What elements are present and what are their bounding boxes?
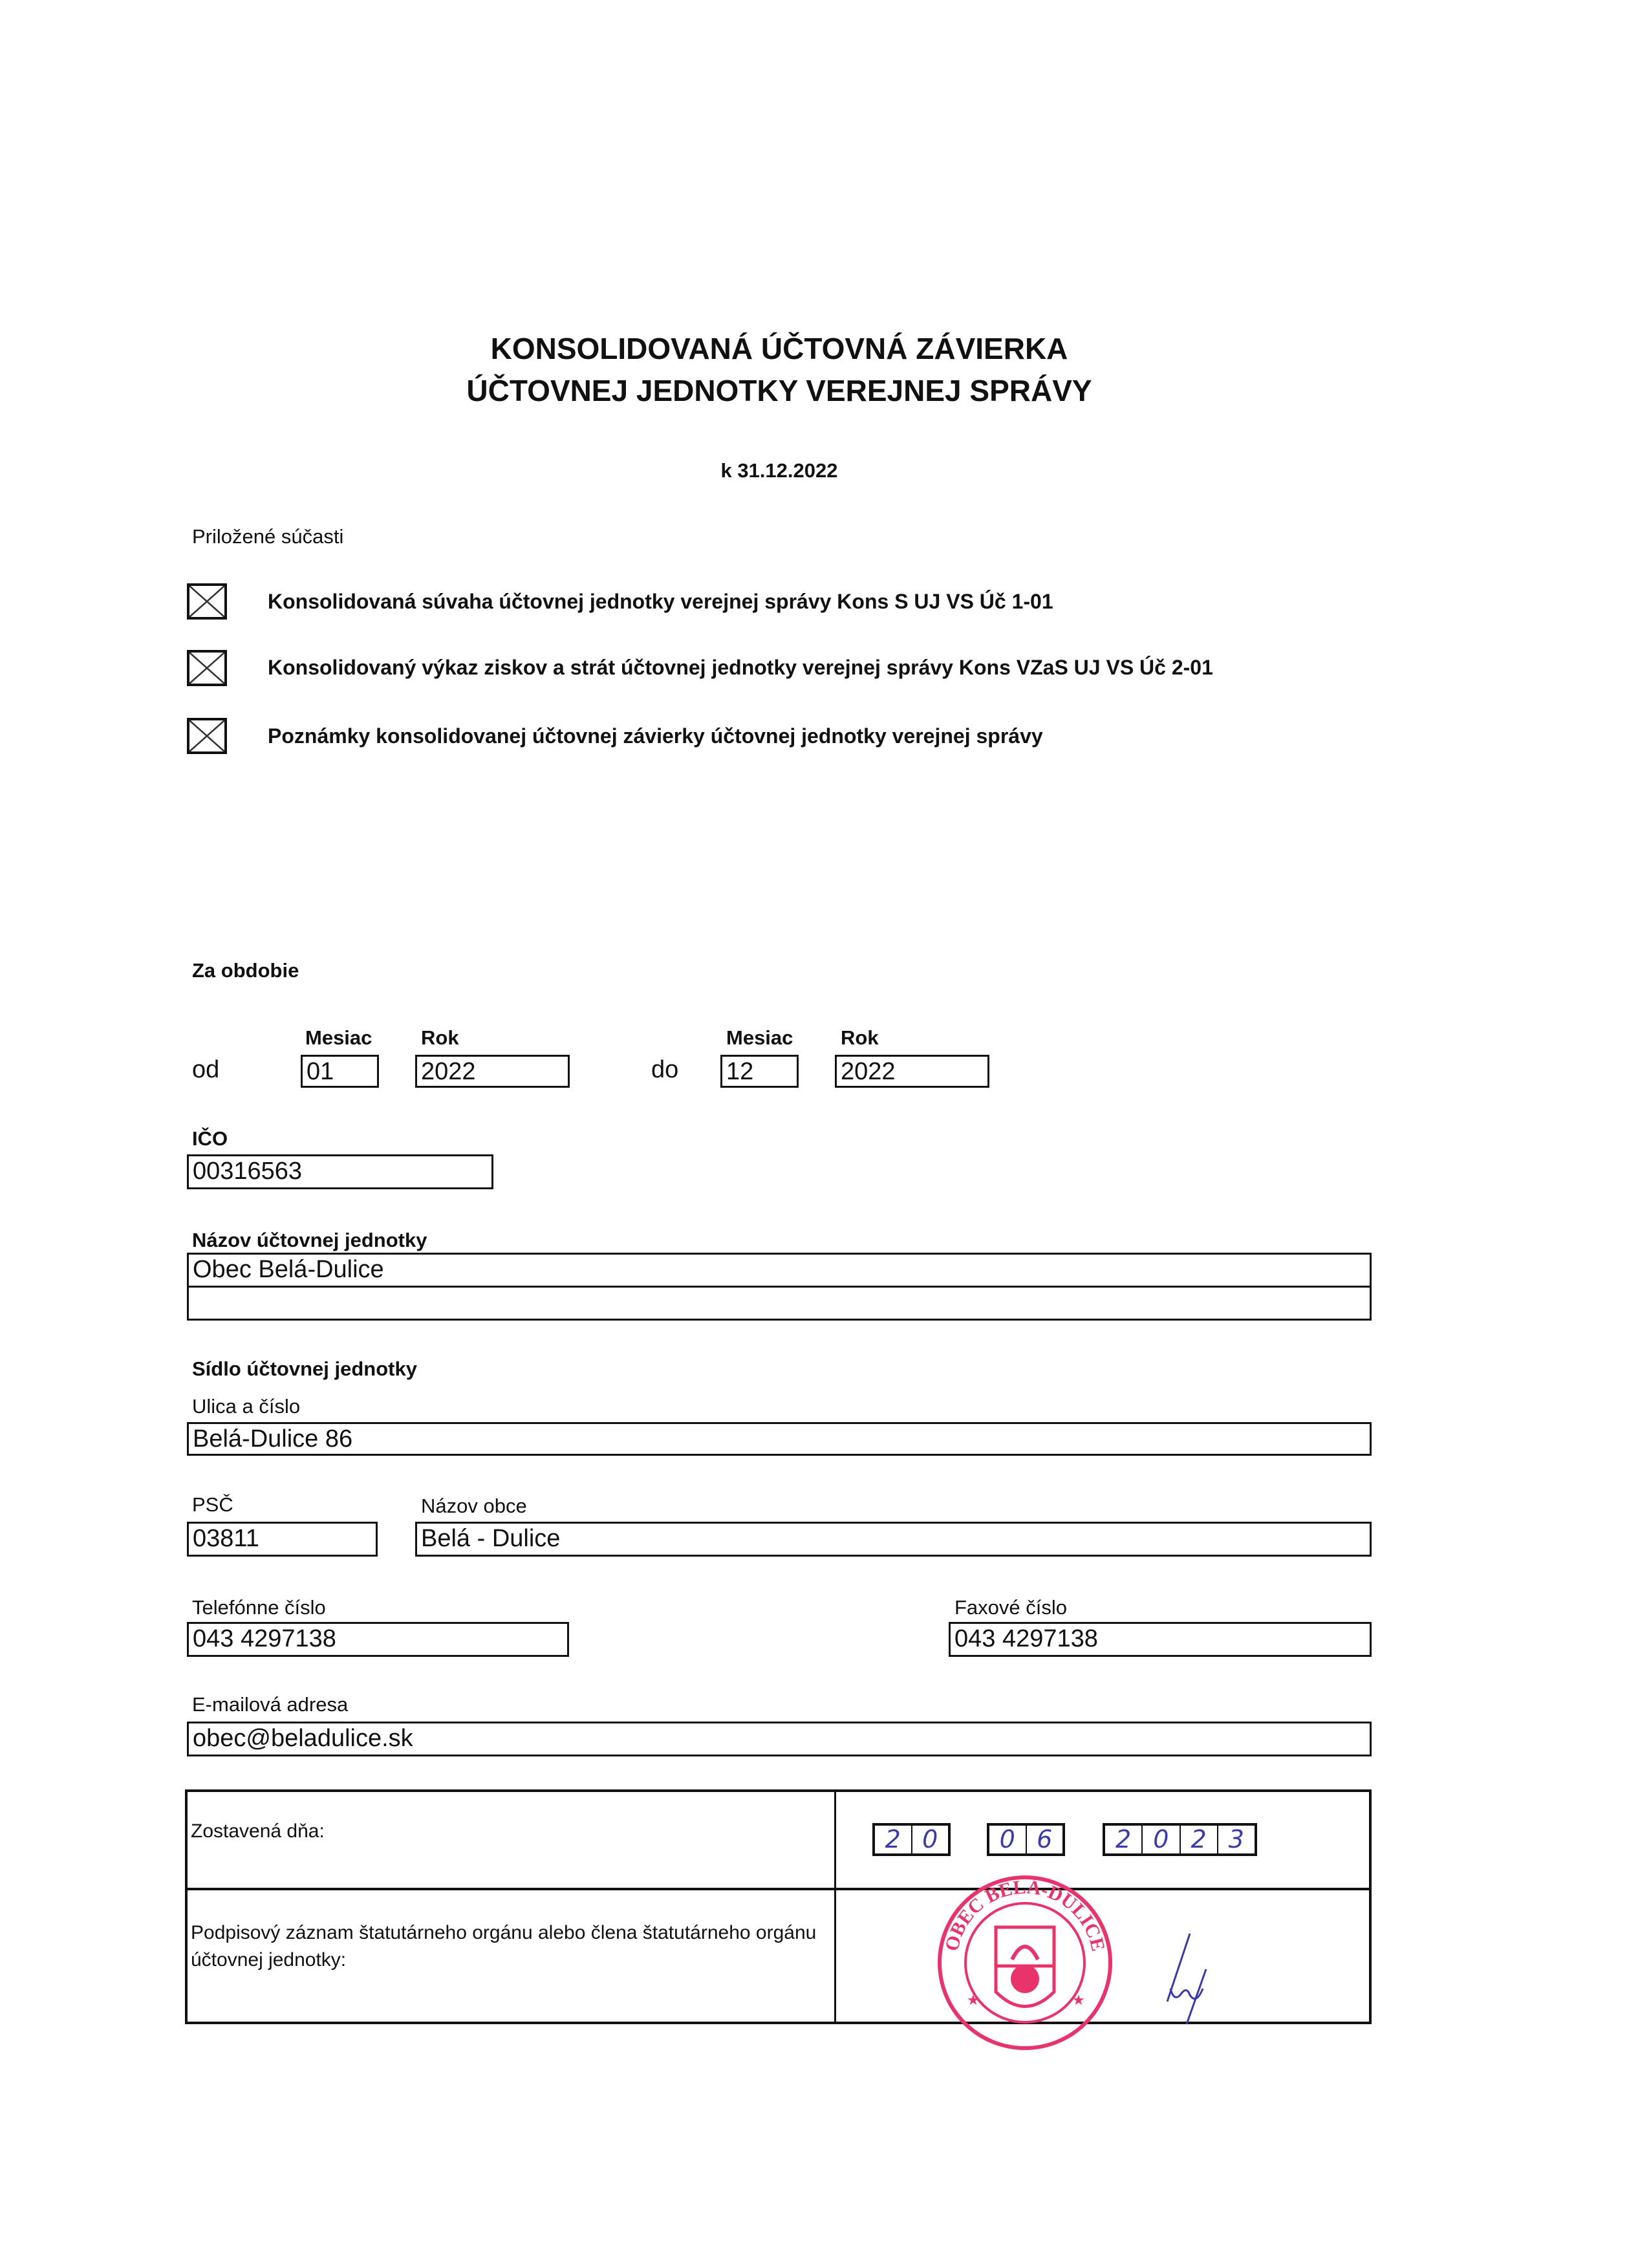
to-label: do xyxy=(651,1056,679,1083)
svg-text:★: ★ xyxy=(967,1992,980,2008)
to-month-label: Mesiac xyxy=(726,1026,793,1049)
cross-icon xyxy=(189,720,224,751)
digit: 2 xyxy=(1181,1826,1218,1853)
email-label: E-mailová adresa xyxy=(192,1693,349,1716)
psc-label: PSČ xyxy=(192,1493,233,1516)
to-year-label: Rok xyxy=(841,1026,879,1049)
town-label: Názov obce xyxy=(421,1495,527,1517)
attachment-checkbox-3[interactable] xyxy=(187,718,227,754)
handwritten-signature xyxy=(1151,1930,1248,2027)
to-year-field[interactable]: 2022 xyxy=(835,1055,989,1088)
attachment-checkbox-2[interactable] xyxy=(187,650,227,686)
digit: 0 xyxy=(989,1826,1027,1853)
to-month-field[interactable]: 12 xyxy=(720,1055,799,1088)
digit: 0 xyxy=(1143,1826,1180,1853)
compiled-month-field[interactable] xyxy=(987,1823,1065,1856)
attachment-label-2: Konsolidovaný výkaz ziskov a strát účtovnej jednotky verejnej správy Kons VZaS UJ VS Úč 2-01 xyxy=(268,656,1213,679)
digit: 2 xyxy=(875,1826,912,1853)
compiled-year-field[interactable] xyxy=(1103,1823,1257,1856)
document-title-line2: ÚČTOVNEJ JEDNOTKY VEREJNEJ SPRÁVY xyxy=(466,374,1092,407)
fax-label: Faxové číslo xyxy=(954,1596,1068,1619)
street-label: Ulica a číslo xyxy=(192,1395,301,1418)
table-divider-horizontal xyxy=(185,1888,1372,1890)
period-label: Za obdobie xyxy=(192,959,299,982)
attachment-label-1: Konsolidovaná súvaha účtovnej jednotky verejnej správy Kons S UJ VS Úč 1-01 xyxy=(268,590,1053,613)
digit: 3 xyxy=(1228,1825,1244,1853)
digit: 6 xyxy=(1037,1825,1053,1853)
from-month-label: Mesiac xyxy=(305,1026,372,1049)
psc-field[interactable]: 03811 xyxy=(187,1522,378,1557)
seat-label: Sídlo účtovnej jednotky xyxy=(192,1357,417,1380)
entity-name-field-line2[interactable] xyxy=(187,1286,1372,1321)
svg-text:OBEC BELÁ-DULICE: OBEC BELÁ-DULICE xyxy=(941,1876,1109,1954)
from-year-field[interactable]: 2022 xyxy=(415,1055,570,1088)
from-month-field[interactable]: 01 xyxy=(301,1055,379,1088)
cross-icon xyxy=(189,586,224,617)
document-date: k 31.12.2022 xyxy=(720,459,838,482)
document-title-line1: KONSOLIDOVANÁ ÚČTOVNÁ ZÁVIERKA xyxy=(490,332,1068,365)
entity-name-field-line1[interactable]: Obec Belá-Dulice xyxy=(187,1253,1372,1288)
attachment-label-3: Poznámky konsolidovanej účtovnej závierky účtovnej jednotky verejnej správy xyxy=(268,724,1043,748)
fax-field[interactable]: 043 4297138 xyxy=(949,1622,1372,1657)
official-stamp xyxy=(931,1869,1119,2057)
phone-label: Telefónne číslo xyxy=(192,1596,326,1619)
ico-label: IČO xyxy=(192,1127,228,1150)
compiled-date-label: Zostavená dňa: xyxy=(191,1820,325,1842)
digit: 0 xyxy=(922,1825,938,1853)
compiled-day-field[interactable] xyxy=(872,1823,951,1856)
from-label: od xyxy=(192,1056,220,1083)
cross-icon xyxy=(189,653,224,684)
attachment-checkbox-1[interactable] xyxy=(187,583,227,620)
town-field[interactable]: Belá - Dulice xyxy=(415,1522,1372,1557)
street-field[interactable]: Belá-Dulice 86 xyxy=(187,1422,1372,1456)
email-field[interactable]: obec@beladulice.sk xyxy=(187,1722,1372,1756)
ico-field[interactable]: 00316563 xyxy=(187,1154,493,1189)
attachments-label: Priložené súčasti xyxy=(192,525,344,548)
phone-field[interactable]: 043 4297138 xyxy=(187,1622,569,1657)
svg-text:★: ★ xyxy=(1072,1992,1085,2008)
signature-label: Podpisový záznam štatutárneho orgánu alebo člena štatutárneho orgánu účtovnej jednotky: xyxy=(191,1922,817,1971)
digit: 2 xyxy=(1105,1826,1143,1853)
from-year-label: Rok xyxy=(421,1026,459,1049)
entity-name-label: Názov účtovnej jednotky xyxy=(192,1229,427,1251)
table-divider-vertical xyxy=(834,1789,836,2024)
